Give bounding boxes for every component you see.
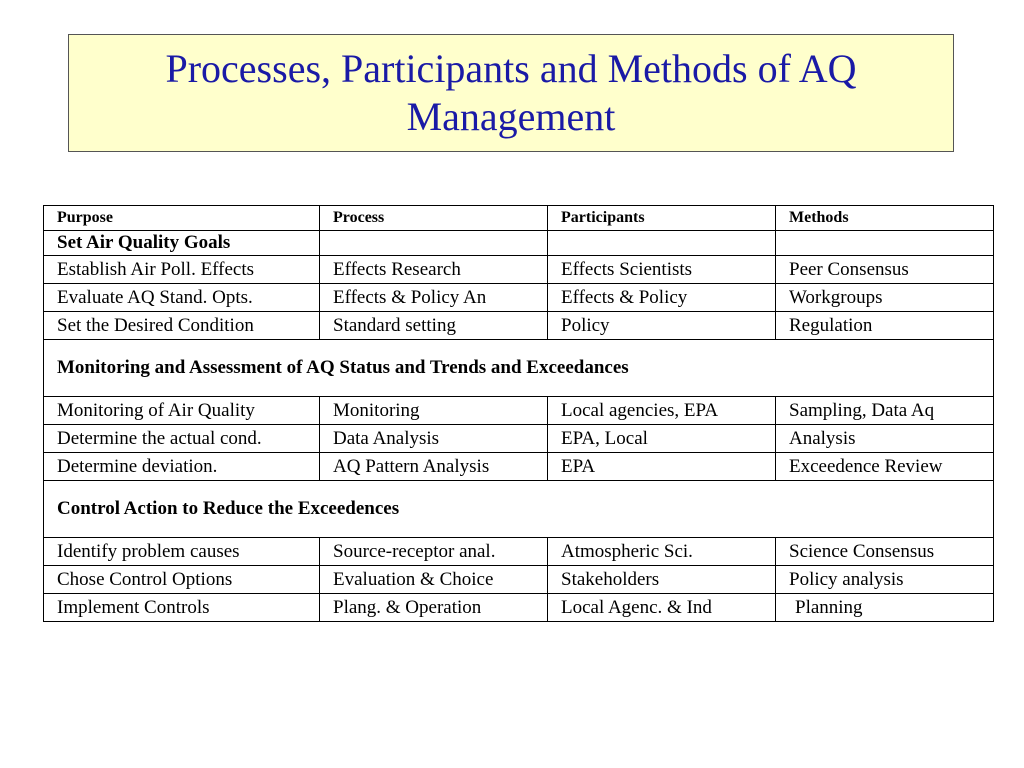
cell-purpose: Set the Desired Condition — [44, 312, 320, 340]
cell-methods: Exceedence Review — [776, 453, 994, 481]
table-row — [44, 425, 994, 453]
cell-methods: Analysis — [776, 425, 994, 453]
cell-participants: Effects Scientists — [548, 256, 776, 284]
section-label-control: Control Action to Reduce the Exceedences — [44, 481, 994, 538]
cell-participants: Stakeholders — [548, 566, 776, 594]
cell-purpose: Identify problem causes — [44, 538, 320, 566]
cell-process: Plang. & Operation — [320, 594, 548, 622]
cell-process: Effects & Policy An — [320, 284, 548, 312]
cell-process: Standard setting — [320, 312, 548, 340]
table-row — [44, 538, 994, 566]
cell-methods: Science Consensus — [776, 538, 994, 566]
header-participants: Participants — [548, 206, 776, 231]
header-process: Process — [320, 206, 548, 231]
empty-cell — [320, 231, 548, 256]
table-header-row — [44, 206, 994, 231]
cell-process: AQ Pattern Analysis — [320, 453, 548, 481]
cell-purpose: Evaluate AQ Stand. Opts. — [44, 284, 320, 312]
cell-methods: Peer Consensus — [776, 256, 994, 284]
cell-purpose: Monitoring of Air Quality — [44, 397, 320, 425]
cell-participants: Effects & Policy — [548, 284, 776, 312]
section-row-control — [44, 481, 994, 538]
cell-methods: Planning — [776, 594, 994, 622]
table-row — [44, 397, 994, 425]
cell-purpose: Determine the actual cond. — [44, 425, 320, 453]
cell-participants: Policy — [548, 312, 776, 340]
slide-title: Processes, Participants and Methods of AQ Management — [165, 46, 857, 139]
cell-participants: Atmospheric Sci. — [548, 538, 776, 566]
table-row — [44, 284, 994, 312]
cell-methods: Policy analysis — [776, 566, 994, 594]
table-row — [44, 312, 994, 340]
header-methods: Methods — [776, 206, 994, 231]
section-row-goals — [44, 231, 994, 256]
cell-process: Data Analysis — [320, 425, 548, 453]
title-box — [68, 34, 954, 152]
cell-process: Evaluation & Choice — [320, 566, 548, 594]
empty-cell — [776, 231, 994, 256]
empty-cell — [548, 231, 776, 256]
section-label-goals: Set Air Quality Goals — [44, 231, 320, 256]
cell-participants: EPA, Local — [548, 425, 776, 453]
cell-process: Source-receptor anal. — [320, 538, 548, 566]
table-row — [44, 566, 994, 594]
cell-participants: Local agencies, EPA — [548, 397, 776, 425]
section-label-monitoring: Monitoring and Assessment of AQ Status and Trends and Exceedances — [44, 340, 994, 397]
table-row — [44, 256, 994, 284]
cell-purpose: Determine deviation. — [44, 453, 320, 481]
cell-purpose: Chose Control Options — [44, 566, 320, 594]
cell-purpose: Implement Controls — [44, 594, 320, 622]
aq-management-table — [43, 205, 994, 622]
cell-participants: Local Agenc. & Ind — [548, 594, 776, 622]
table-row — [44, 594, 994, 622]
cell-participants: EPA — [548, 453, 776, 481]
cell-process: Monitoring — [320, 397, 548, 425]
cell-purpose: Establish Air Poll. Effects — [44, 256, 320, 284]
table-row — [44, 453, 994, 481]
header-purpose: Purpose — [44, 206, 320, 231]
cell-methods: Sampling, Data Aq — [776, 397, 994, 425]
cell-methods: Workgroups — [776, 284, 994, 312]
section-row-monitoring — [44, 340, 994, 397]
cell-methods: Regulation — [776, 312, 994, 340]
cell-process: Effects Research — [320, 256, 548, 284]
